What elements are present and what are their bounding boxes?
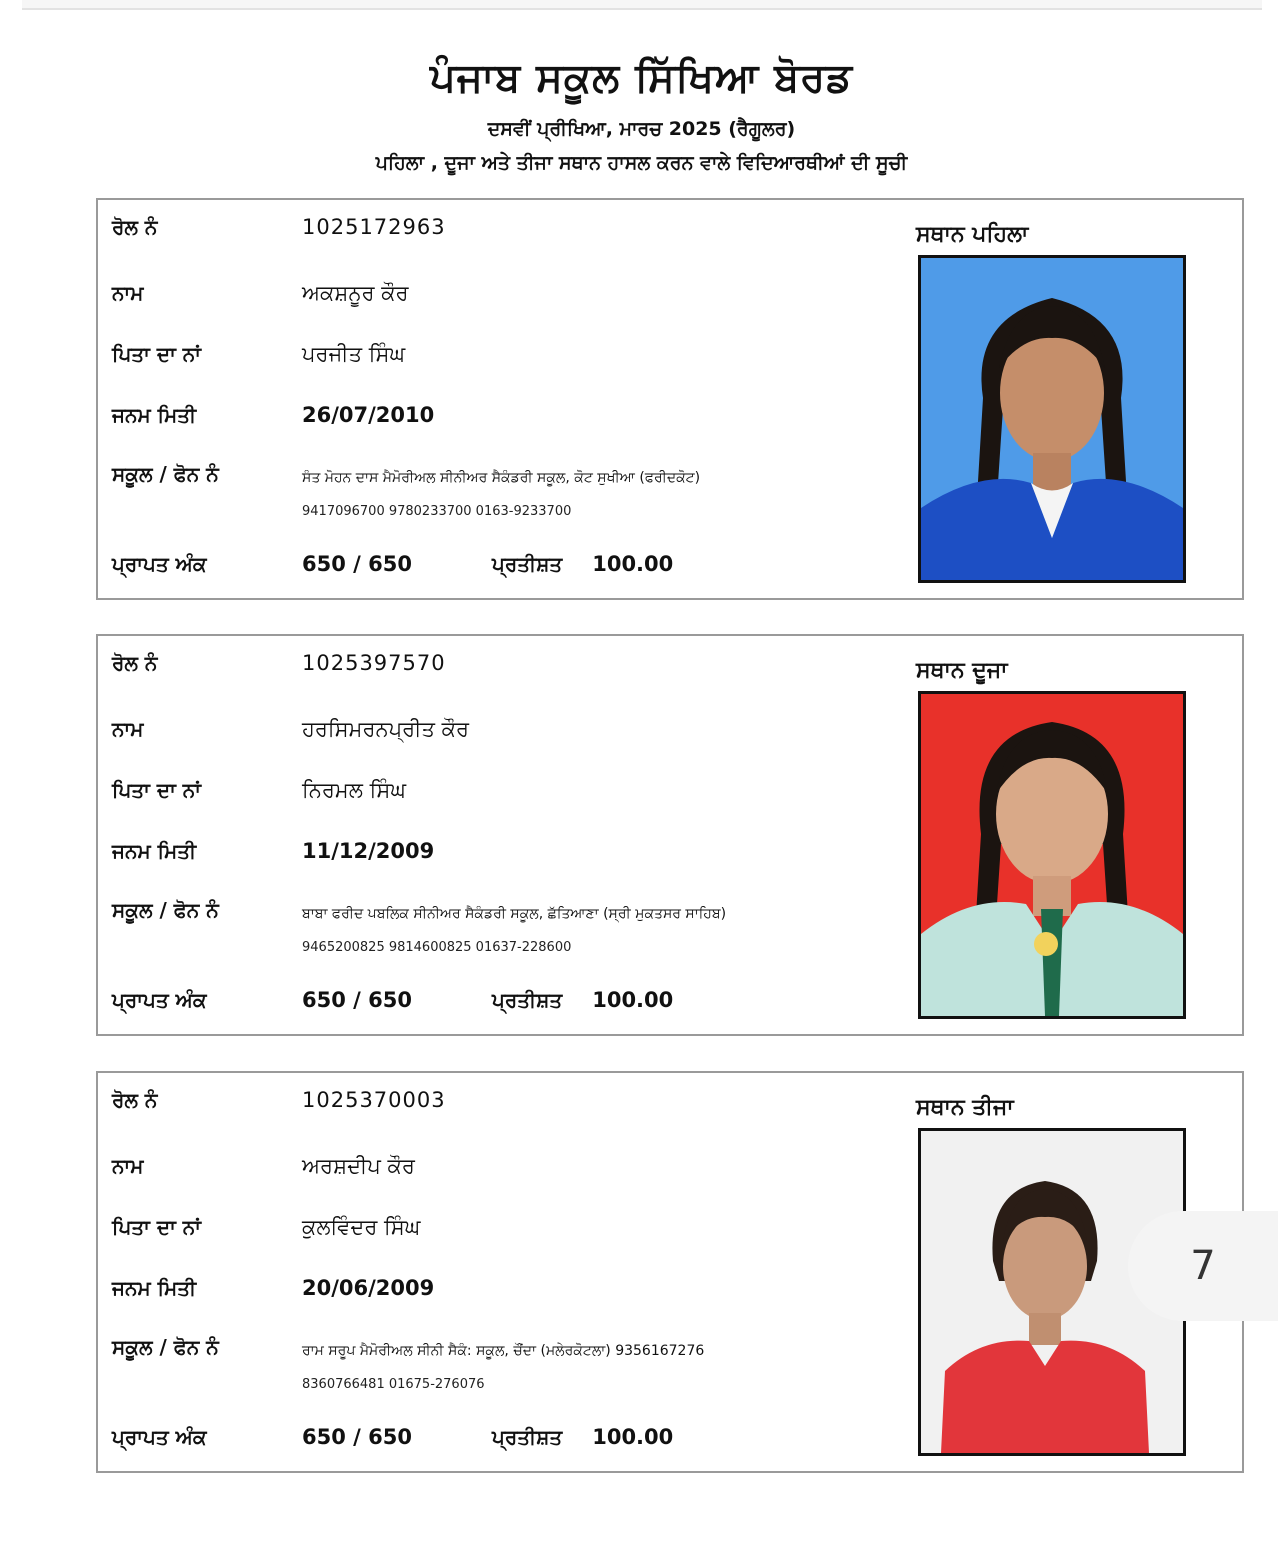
name-value: ਅਕਸ਼ਨੂਰ ਕੌਰ: [302, 280, 409, 305]
name-label: ਨਾਮ: [112, 1154, 144, 1178]
name-row: [112, 712, 469, 746]
marks-label: ਪ੍ਰਾਪਤ ਅੰਕ: [112, 552, 207, 576]
board-title: ਪੰਜਾਬ ਸਕੂਲ ਸਿੱਖਿਆ ਬੋਰਡ: [429, 55, 854, 101]
roll-value: 1025370003: [302, 1088, 446, 1112]
roll-label: ਰੋਲ ਨੰ: [112, 651, 158, 675]
dob-label: ਜਨਮ ਮਿਤੀ: [112, 839, 197, 863]
school-label: ਸਕੂਲ / ਫੋਨ ਨੰ: [112, 462, 219, 486]
dob-value: 11/12/2009: [302, 839, 435, 863]
dob-label: ਜਨਮ ਮਿਤੀ: [112, 1276, 197, 1300]
school-row: [112, 462, 701, 519]
father-label: ਪਿਤਾ ਦਾ ਨਾਂ: [112, 778, 201, 802]
list-description: ਪਹਿਲਾ , ਦੂਜਾ ਅਤੇ ਤੀਜਾ ਸਥਾਨ ਹਾਸਲ ਕਰਨ ਵਾਲੇ ਵਿਦਿਆਰਥੀਆਂ ਦੀ ਸੂਚੀ: [375, 152, 908, 174]
school-row: [112, 1335, 705, 1392]
percentage-label: ਪ੍ਰਤੀਸ਼ਤ: [491, 552, 563, 576]
name-value: ਹਰਸਿਮਰਨਪ੍ਰੀਤ ਕੌਰ: [302, 716, 469, 741]
student-card: [96, 1071, 1244, 1473]
rank-label: ਸਥਾਨ ਦੂਜਾ: [916, 658, 1008, 683]
father-row: [112, 1210, 420, 1244]
dob-value: 26/07/2010: [302, 403, 435, 427]
roll-row: [112, 646, 446, 680]
father-row: [112, 337, 405, 371]
student-card: [96, 198, 1244, 600]
marks-label: ਪ੍ਰਾਪਤ ਅੰਕ: [112, 988, 207, 1012]
roll-value: 1025397570: [302, 651, 446, 675]
roll-value: 1025172963: [302, 215, 446, 239]
school-row: [112, 898, 727, 955]
roll-row: [112, 1083, 446, 1117]
marks-value: 650 / 650: [302, 988, 412, 1012]
dob-row: [112, 398, 434, 432]
student-photo-portrait: [921, 258, 1183, 580]
roll-label: ਰੋਲ ਨੰ: [112, 1088, 158, 1112]
name-value: ਅਰਸ਼ਦੀਪ ਕੌਰ: [302, 1153, 415, 1178]
marks-value: 650 / 650: [302, 1425, 412, 1449]
marks-row: [112, 547, 673, 581]
school-label: ਸਕੂਲ / ਫੋਨ ਨੰ: [112, 898, 219, 922]
marks-label: ਪ੍ਰਾਪਤ ਅੰਕ: [112, 1425, 207, 1449]
document-header: [0, 52, 1283, 176]
school-phones: 8360766481 01675-276076: [302, 1377, 485, 1392]
father-value: ਪਰਜੀਤ ਸਿੰਘ: [302, 341, 406, 366]
student-photo: [918, 691, 1186, 1019]
student-photo: [918, 255, 1186, 583]
school-info: [302, 1335, 704, 1395]
father-label: ਪਿਤਾ ਦਾ ਨਾਂ: [112, 1215, 201, 1239]
top-divider: [22, 0, 1262, 10]
name-label: ਨਾਮ: [112, 717, 144, 741]
marks-row: [112, 1420, 673, 1454]
father-value: ਕੁਲਵਿੰਦਰ ਸਿੰਘ: [302, 1214, 421, 1239]
rank-label: ਸਥਾਨ ਪਹਿਲਾ: [916, 222, 1029, 247]
school-info: [302, 898, 726, 958]
percentage-value: 100.00: [592, 1425, 674, 1449]
rank-label: ਸਥਾਨ ਤੀਜਾ: [916, 1095, 1014, 1120]
school-phones: 9465200825 9814600825 01637-228600: [302, 940, 572, 955]
name-row: [112, 1149, 415, 1183]
school-phones: 9417096700 9780233700 0163-9233700: [302, 504, 572, 519]
school-label: ਸਕੂਲ / ਫੋਨ ਨੰ: [112, 1335, 219, 1359]
marks-row: [112, 983, 673, 1017]
school-name: ਰਾਮ ਸਰੂਪ ਮੈਮੋਰੀਅਲ ਸੀਨੀ ਸੈਕੰ: ਸਕੂਲ, ਚੌਂਦਾ (ਮਲੇਰਕੋਟਲਾ) 9356167276: [302, 1343, 705, 1359]
dob-row: [112, 834, 434, 868]
percentage-label: ਪ੍ਰਤੀਸ਼ਤ: [491, 988, 563, 1012]
father-label: ਪਿਤਾ ਦਾ ਨਾਂ: [112, 342, 201, 366]
percentage-label: ਪ੍ਰਤੀਸ਼ਤ: [491, 1425, 563, 1449]
father-value: ਨਿਰਮਲ ਸਿੰਘ: [302, 777, 406, 802]
roll-row: [112, 210, 446, 244]
father-row: [112, 773, 406, 807]
dob-row: [112, 1271, 434, 1305]
exam-subtitle: ਦਸਵੀਂ ਪ੍ਰੀਖਿਆ, ਮਾਰਚ 2025 (ਰੈਗੂਲਰ): [487, 118, 796, 140]
name-label: ਨਾਮ: [112, 281, 144, 305]
school-name: ਬਾਬਾ ਫਰੀਦ ਪਬਲਿਕ ਸੀਨੀਅਰ ਸੈਕੰਡਰੀ ਸਕੂਲ, ਛੱਤਿਆਣਾ (ਸ੍ਰੀ ਮੁਕਤਸਰ ਸਾਹਿਬ): [302, 906, 727, 922]
percentage-value: 100.00: [592, 552, 674, 576]
roll-label: ਰੋਲ ਨੰ: [112, 215, 158, 239]
dob-label: ਜਨਮ ਮਿਤੀ: [112, 403, 197, 427]
dob-value: 20/06/2009: [302, 1276, 435, 1300]
school-name: ਸੰਤ ਮੋਹਨ ਦਾਸ ਮੈਮੋਰੀਅਲ ਸੀਨੀਅਰ ਸੈਕੰਡਰੀ ਸਕੂਲ, ਕੋਟ ਸੁਖੀਆ (ਫਰੀਦਕੋਟ): [302, 470, 701, 486]
percentage-value: 100.00: [592, 988, 674, 1012]
student-card: [96, 634, 1244, 1036]
page-number-badge: 7: [1128, 1211, 1278, 1321]
student-photo-portrait: [921, 694, 1183, 1016]
name-row: [112, 276, 409, 310]
marks-value: 650 / 650: [302, 552, 412, 576]
school-info: [302, 462, 700, 522]
